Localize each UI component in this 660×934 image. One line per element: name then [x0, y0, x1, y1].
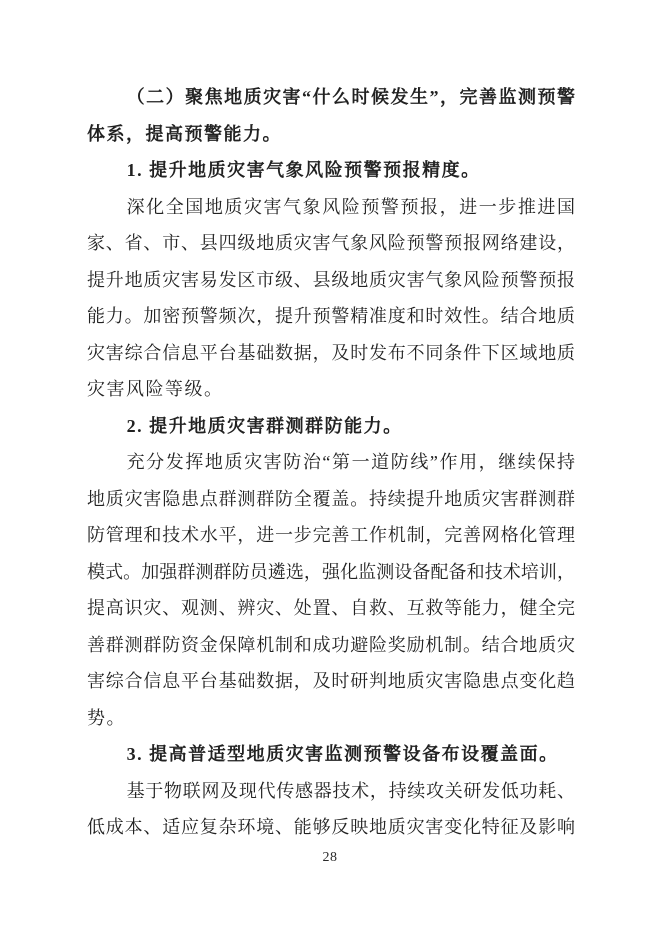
document-body	[87, 79, 575, 846]
body-text-line: 善群测群防资金保障机制和成功避险奖励机制。结合地质灾	[87, 634, 575, 655]
body-text-line: 充分发挥地质灾害防治“第一道防线”作用，继续保持	[126, 452, 575, 472]
body-text-line: 势。	[87, 707, 126, 728]
body-text-line: 害综合信息平台基础数据，及时研判地质灾害隐患点变化趋	[87, 671, 575, 691]
body-text-line: 防管理和技术水平，进一步完善工作机制，完善网格化管理	[87, 525, 575, 545]
heading-line: 1. 提升地质灾害气象风险预警预报精度。	[126, 160, 481, 180]
body-text-line: 能力。加密预警频次，提升预警精准度和时效性。结合地质	[87, 306, 575, 326]
heading-line: 体系，提高预警能力。	[87, 123, 282, 144]
body-text-line: 家、省、市、县四级地质灾害气象风险预警预报网络建设，	[87, 233, 575, 253]
heading-line: 2. 提升地质灾害群测群防能力。	[126, 415, 403, 436]
body-text-line: 灾害综合信息平台基础数据，及时发布不同条件下区域地质	[87, 342, 575, 363]
page-number: 28	[322, 850, 338, 865]
heading-line: （二）聚焦地质灾害“什么时候发生”，完善监测预警	[126, 87, 575, 107]
body-text-line: 提升地质灾害易发区市级、县级地质灾害气象风险预警预报	[87, 269, 575, 290]
body-text-line: 灾害风险等级。	[87, 379, 224, 399]
body-text-line: 地质灾害隐患点群测群防全覆盖。持续提升地质灾害群测群	[87, 488, 575, 509]
body-text-line: 深化全国地质灾害气象风险预警预报，进一步推进国	[126, 196, 575, 217]
body-text-line: 模式。加强群测群防员遴选，强化监测设备配备和技术培训，	[87, 561, 575, 582]
body-text-line: 提高识灾、观测、辨灾、处置、自救、互救等能力，健全完	[87, 598, 575, 618]
body-text-line: 基于物联网及现代传感器技术，持续攻关研发低功耗、	[126, 780, 575, 801]
body-text-line: 低成本、适应复杂环境、能够反映地质灾害变化特征及影响	[87, 817, 575, 837]
heading-line: 3. 提高普适型地质灾害监测预警设备布设覆盖面。	[126, 744, 559, 764]
